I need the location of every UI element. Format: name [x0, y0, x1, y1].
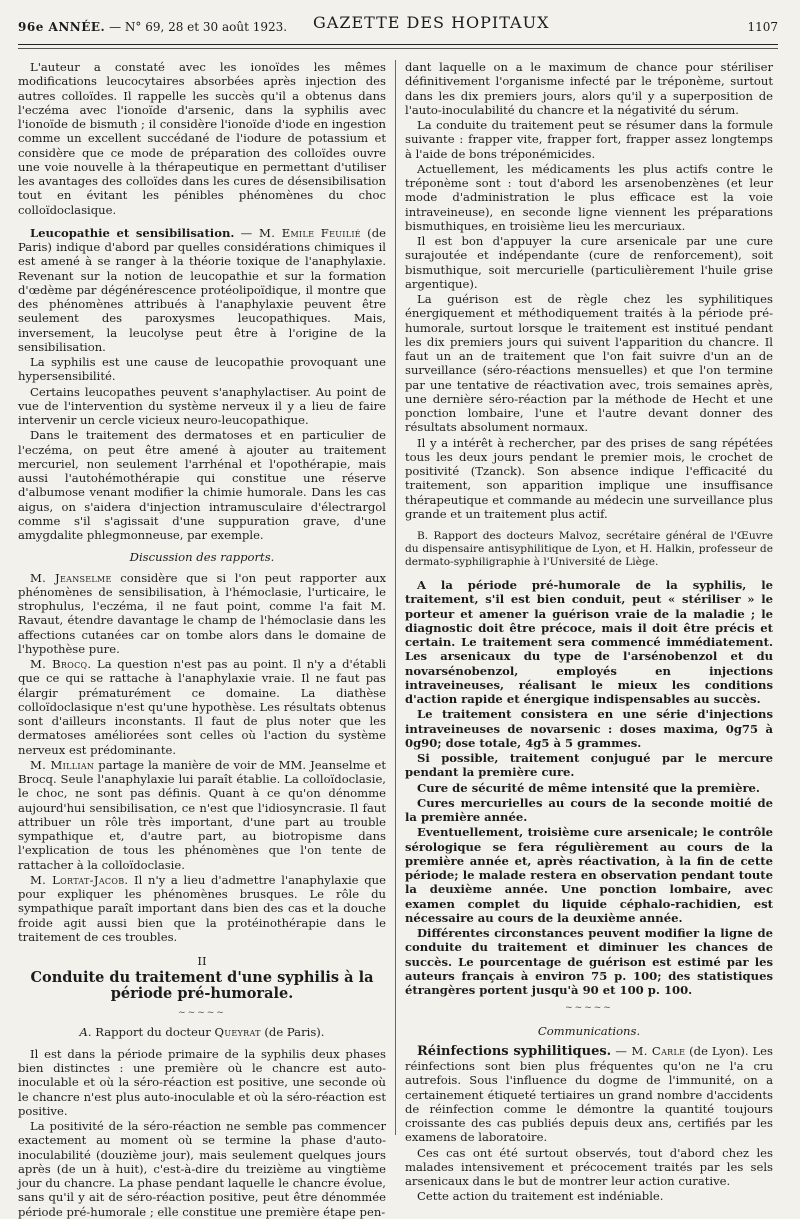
page-number: 1107: [747, 20, 778, 34]
paragraph-body: (de Paris) indique d'abord par quelles considérations chimiques il est amené à se ranger à la théorie toxique de l'anaphylaxie. Revenant sur la notion de leucopathie et sur la formation d'œdème par dégénérescence protéolipoïdique, il montre que des phénomènes attribués à l'anaphylaxie peuvent être seulement des paroxysmes leucopathiques. Mais, inversement, la leucolyse peut être à l'origine de la sensibilisation.: [18, 225, 386, 354]
paragraph: La syphilis est une cause de leucopathie provoquant une hypersensibilité.: [18, 355, 386, 384]
ornament-divider: ~~~~~: [178, 1008, 226, 1019]
discussion-lortat-jacob: [18, 873, 386, 944]
author-name: M. Lortat-Jacob.: [30, 872, 129, 887]
page-header: [18, 10, 778, 36]
paragraph: Cette action du traitement est indéniable.: [417, 1189, 664, 1204]
paragraph: La positivité de la séro-réaction ne semble pas commencer exactement au moment où se termine la phase d'auto-inoculabilité (douzième jour), mais seulement quelques jours après (de un à huit), c'est-à-dire du treizième au vingtième jour du chancre. La phase pendant laquelle le chancre évolue, sans qu'il y ait de séro-réaction positive, peut être dénommée période pré-humorale ; elle constitue une première étape pen-: [18, 1119, 386, 1219]
communications-title: Communications.: [537, 1023, 641, 1038]
paragraph: Il est bon d'appuyer la cure arsenicale par une cure surajoutée et indépendante (cure de renforcement), soit bismuthique, soit mercurielle (particulièrement l'huile grise argentique).: [405, 234, 773, 291]
section-heading: Leucopathie et sensibilisation.: [30, 225, 235, 240]
paragraph: Différentes circonstances peuvent modifier la ligne de conduite du traitement et diminuer les chances de succès. Le pourcentage de guérison est estimé par les auteurs français à environ 75 p. 100; des statistiques étrangères portent jusqu'à 90 et 100 p. 100.: [405, 926, 773, 997]
paragraph: Ces cas ont été surtout observés, tout d'abord chez les malades intensivement et précocement traités par les sels arsenicaux dans le but de montrer leur action curative.: [405, 1145, 773, 1188]
author-name: M. Brocq.: [30, 657, 92, 671]
header-issue-info: [18, 14, 287, 40]
report-letter: A.: [79, 1024, 92, 1039]
journal-title: GAZETTE DES HOPITAUX: [313, 13, 550, 32]
paragraph: Le traitement consistera en une série d'injections intraveineuses de novarsenic : doses maxima, 0g75 à 0g90; dose totale, 4g5 à 5 grammes.: [405, 707, 773, 750]
paragraph-body: (de Lyon). Les réinfections sont bien plus fréquentes qu'on ne l'a cru autrefois. Sous l'influence du dogme de l'immunité, on a certainement étiqueté tertiaires un grand nombre d'accidents de réinfection comme le démontre la quantité toujours croissante des cas publiés depuis deux ans, certifiés par les examens de laboratoire.: [405, 1043, 773, 1145]
paragraph-leucopathie: [18, 226, 386, 354]
communication-carle: [405, 1044, 773, 1145]
left-column: [18, 60, 386, 1219]
paragraph: Il est dans la période primaire de la syphilis deux phases bien distinctes : une première où le chancre est auto-inoculable et où la séro-réaction est positive, une seconde où le chancre n'est plus auto-inoculable et où la séro-réaction est positive.: [18, 1046, 386, 1118]
paragraph-body: considère que si l'on peut rapporter aux phénomènes de sensibilisation, à l'hémoclasie, l'urticaire, le strophulus, l'eczéma, il ne faut point, comme l'a fait M. Ravaut, étendre davantage le champ de l'hémoclasie dans les affections cutanées car on tombe alors dans le domaine de l'hypothèse pure.: [18, 570, 386, 656]
header-rule-thin: [18, 48, 778, 49]
paragraph: Si possible, traitement conjugué par le mercure pendant la première cure.: [405, 751, 773, 780]
paragraph: Actuellement, les médicaments les plus actifs contre le tréponème sont : tout d'abord les arsenobenzènes (et leur mode d'administration le plus efficace est la voie intraveineuse), en seconde ligne viennent les préparations bismuthiques, en troisième lieu les mercuriaux.: [405, 161, 773, 233]
column-divider: [395, 60, 396, 1135]
report-text: Rapport du docteur: [91, 1024, 215, 1039]
right-column: [405, 60, 773, 1204]
paragraph: L'auteur a constaté avec les ionoïdes les mêmes modifications leucocytaires absorbées après injection des autres colloïdes. Il rappelle les succès qu'il a obtenus dans l'eczéma avec l'ionoïde d'arsenic, dans la syphilis avec l'ionoïde de bismuth ; il considère l'ionoïde d'iode en ingestion comme un excellent succédané de l'iodure de potassium et considère que ce mode de préparation des colloïdes ouvre une voie nouvelle à la thérapeutique en permettant d'utiliser les avantages des colloïdes dans les cures de désensibilisation tout en évitant les pénibles phénomènes du choc colloïdoclasique.: [18, 60, 386, 217]
paragraph: Dans le traitement des dermatoses et en particulier de l'eczéma, on peut être amené à ajouter au traitement mercuriel, non seulement l'arrhénal et l'opothérapie, mais aussi l'autohémothérapie qui constitue une réserve d'albumose venant modifier la chimie humorale. Dans les cas aigus, on s'aidera d'injection intramusculaire d'électrargol comme s'il s'agissait d'une suppuration grave, d'une amygdalite phlegmonneuse, par exemple.: [18, 428, 386, 542]
section-title: Conduite du traitement d'une syphilis à la période pré-humorale.: [30, 969, 374, 1003]
paragraph: dant laquelle on a le maximum de chance pour stériliser définitivement l'organisme infecté par le tréponème, surtout dans les dix premiers jours, alors qu'il y a superposition de l'auto-inoculabilité du chancre et la négativité du sérum.: [405, 60, 773, 117]
section-number: II: [197, 954, 207, 968]
author-name: M. Millian: [30, 757, 95, 772]
paragraph: La guérison est de règle chez les syphilitiques énergiquement et méthodiquement traités à la période pré-humorale, surtout lorsque le traitement est institué pendant les dix premiers jours qui suivent l'apparition du chancre. Il faut un an de traitement que l'on fait suivre d'un an de surveillance (séro-réactions mensuelles) et que l'on termine par une tentative de réactivation avec, trois semaines après, une dernière séro-réaction par la méthode de Hecht et une ponction lombaire, l'une et l'autre devant donner des résultats absolument normaux.: [405, 292, 773, 435]
section-heading: Réinfections syphilitiques.: [417, 1043, 612, 1059]
header-rule: [18, 44, 778, 45]
paragraph-body: Il n'y a lieu d'admettre l'anaphylaxie que pour expliquer les phénomènes brusques. Le rôle du sympathique paraît important dans bien des cas et la douche froide agit aussi bien que la protéinothérapie dans le traitement de ces troubles.: [18, 872, 386, 944]
paragraph: Cure de sécurité de même intensité que la première.: [417, 780, 760, 795]
author-name: Queyrat: [214, 1024, 261, 1039]
paragraph: Cures mercurielles au cours de la seconde moitié de la première année.: [405, 795, 773, 824]
report-city: (de Paris).: [260, 1024, 325, 1039]
header-issue: — N° 69, 28 et 30 août 1923.: [109, 20, 288, 34]
report-a-heading: [18, 1025, 386, 1039]
discussion-jeanselme: [18, 571, 386, 657]
paragraph-body: La question n'est pas au point. Il n'y a d'établi que ce qui se rattache à l'anaphylaxie vraie. Il ne faut pas élargir prématurément ce domaine. La diathèse colloïdoclasique n'est qu'une hypothèse. Les résultats obtenus sont d'ailleurs inconstants. Il faut de plus noter que les dermatoses améliorées sont celles où l'action du système nerveux est prédominante.: [18, 657, 386, 757]
paragraph: A la période pré-humorale de la syphilis, le traitement, s'il est bien conduit, peut « stériliser » le porteur et amener la guérison vraie de la maladie ; le diagnostic doit être précoce, mais il doit être précis et certain. Le traitement sera commencé immédiatement. Les arsenicaux du type de l'arsénobenzol et du novarsénobenzol, employés en injections intraveineuses, réalisant le mieux les conditions d'action rapide et énergique indispensables au succès.: [405, 578, 773, 706]
paragraph: La conduite du traitement peut se résumer dans la formule suivante : frapper vite, frapper fort, frapper assez longtemps à l'aide de bons tréponémicides.: [405, 118, 773, 161]
ornament-divider: ~~~~~: [565, 1003, 613, 1014]
author-name: — M. Carle: [611, 1043, 686, 1058]
paragraph: Il y a intérêt à rechercher, par des prises de sang répétées tous les deux jours pendant le premier mois, le crochet de positivité (Tzanck). Son absence indique l'efficacité du traitement, son apparition implique une insuffisance thérapeutique et commande au médecin une surveillance plus grande et un traitement plus actif.: [405, 435, 773, 521]
discussion-brocq: [18, 657, 386, 757]
author-name: — M. Emile Feuilié: [240, 225, 361, 240]
paragraph-body: partage la manière de voir de MM. Jeanselme et Brocq. Seule l'anaphylaxie lui paraît établie. La colloïdoclasie, le choc, ne sont pas définis. Quant à ce qu'on dénomme aujourd'hui sensibilisation, ce n'est que l'idiosyncrasie. Il faut attribuer un rôle très important, d'une part au trouble sympathique et, d'autre part, au biotropisme dans l'explication de tous les phénomènes que l'on tente de rattacher à la colloïdoclasie.: [18, 757, 386, 872]
discussion-millian: [18, 758, 386, 872]
header-edition: 96e ANNÉE.: [18, 20, 106, 34]
paragraph: Certains leucopathes peuvent s'anaphylactiser. Au point de vue de l'intervention du système nerveux il y a lieu de faire intervenir un cercle vicieux neuro-leucopathique.: [18, 384, 386, 427]
discussion-title: Discussion des rapports.: [129, 550, 275, 565]
author-name: M. Jeanselme: [30, 570, 112, 585]
paragraph: Eventuellement, troisième cure arsenicale; le contrôle sérologique se fera régulièrement au cours de la première année et, après réactivation, à la fin de cette période; le malade restera en observation pendant toute la deuxième année. Une ponction lombaire, avec examen complet du liquide céphalo-rachidien, est nécessaire au cours de la deuxième année.: [405, 825, 773, 925]
report-b-heading: B. Rapport des docteurs Malvoz, secrétaire général de l'Œuvre du dispensaire antisyphilitique de Lyon, et H. Halkin, professeur de dermato-syphiligraphie à l'Université de Liège.: [405, 530, 773, 568]
